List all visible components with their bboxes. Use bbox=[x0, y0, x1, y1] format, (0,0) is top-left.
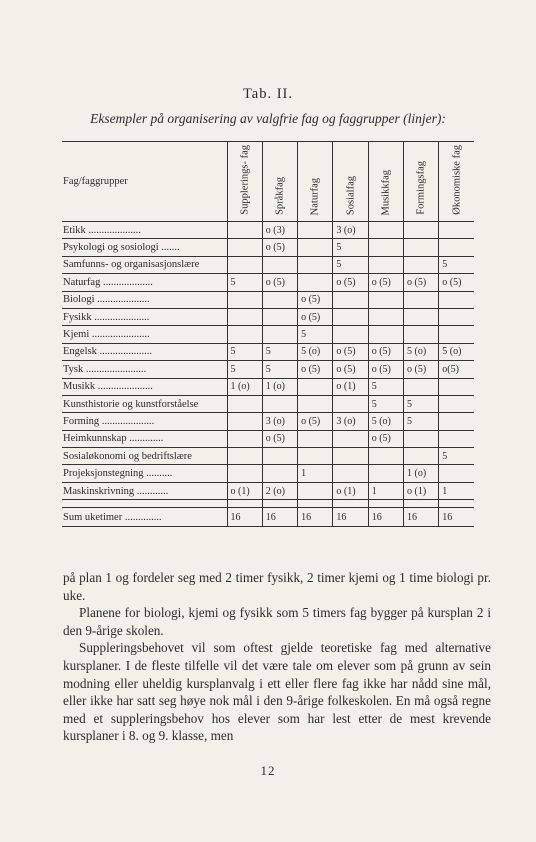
column-header-label: Sosialfag bbox=[344, 175, 356, 215]
column-header bbox=[227, 142, 262, 222]
table-cell: o (5) bbox=[368, 274, 403, 291]
row-label: Etikk .................... bbox=[62, 222, 227, 239]
table-cell bbox=[333, 430, 368, 447]
row-label: Musikk ..................... bbox=[62, 378, 227, 395]
table-cell bbox=[262, 395, 297, 412]
table-row bbox=[62, 308, 474, 325]
row-label: Biologi .................... bbox=[62, 291, 227, 308]
row-label: Psykologi og sosiologi ....... bbox=[62, 239, 227, 256]
table-cell: 5 bbox=[227, 274, 262, 291]
table-cell bbox=[368, 465, 403, 482]
column-header bbox=[403, 142, 438, 222]
table-cell: o (5) bbox=[298, 291, 333, 308]
table-cell: 1 (o) bbox=[227, 378, 262, 395]
table-cell: 5 bbox=[439, 448, 474, 465]
table-cell: 16 bbox=[333, 508, 368, 527]
table-cell bbox=[439, 413, 474, 430]
table-cell bbox=[227, 256, 262, 273]
table-cell bbox=[403, 378, 438, 395]
table-cell bbox=[439, 308, 474, 325]
table-cell: 1 bbox=[298, 465, 333, 482]
body-text bbox=[63, 569, 491, 745]
table-cell: 5 bbox=[403, 413, 438, 430]
table-cell bbox=[298, 378, 333, 395]
table-cell: 5 (o) bbox=[368, 413, 403, 430]
table-cell bbox=[403, 239, 438, 256]
column-header-label: Musikkfag bbox=[380, 169, 392, 215]
spacer-cell bbox=[298, 500, 333, 508]
table-cell bbox=[262, 326, 297, 343]
paragraph: Suppleringsbehovet vil som oftest gjelde teoretiske fag med alternative kursplaner. I de fleste tilfelle vil det være tale om elever som på grunn av sein modning eller uheldig kursplanvalg i ett eller flere fag ikke har nådd sine mål, eller ikke har satt seg høye nok mål i den 9-årige folkeskolen. En må også regne med et suppleringsbehov hos elever som har lest etter de mest krevende kursplaner i 8. og 9. klasse, men bbox=[63, 640, 491, 744]
row-label: Forming .................... bbox=[62, 413, 227, 430]
table-cell: 5 bbox=[333, 256, 368, 273]
spacer-cell bbox=[368, 500, 403, 508]
table-cell bbox=[262, 448, 297, 465]
table-cell bbox=[368, 448, 403, 465]
paragraph: Planene for biologi, kjemi og fysikk som 5 timers fag bygger på kursplan 2 i den 9-årige skolen. bbox=[63, 605, 491, 638]
row-label: Sosialøkonomi og bedriftslære bbox=[62, 448, 227, 465]
table-cell: 3 (o) bbox=[333, 413, 368, 430]
column-header-subject: Fag/faggrupper bbox=[62, 142, 227, 222]
table-cell: 5 (o) bbox=[439, 343, 474, 360]
table-row bbox=[62, 482, 474, 499]
table-cell bbox=[368, 308, 403, 325]
row-label: Sum uketimer .............. bbox=[62, 508, 227, 527]
row-label: Naturfag ................... bbox=[62, 274, 227, 291]
table-cell bbox=[227, 465, 262, 482]
table-cell: o (5) bbox=[368, 361, 403, 378]
table-cell: o (1) bbox=[227, 482, 262, 499]
table-cell bbox=[333, 465, 368, 482]
table-cell: 1 bbox=[439, 482, 474, 499]
table-cell bbox=[227, 430, 262, 447]
table-cell: 16 bbox=[439, 508, 474, 527]
table-cell: 5 bbox=[368, 395, 403, 412]
table-row bbox=[62, 256, 474, 273]
table-row bbox=[62, 326, 474, 343]
table-caption: Eksempler på organisering av valgfrie fag og faggrupper (linjer): bbox=[90, 111, 446, 126]
row-label: Heimkunnskap ............. bbox=[62, 430, 227, 447]
table-cell: o(5) bbox=[439, 361, 474, 378]
table-cell: 3 (o) bbox=[333, 222, 368, 239]
table-number: Tab. II. bbox=[242, 86, 294, 102]
valgfrie-fag-table bbox=[62, 141, 474, 527]
table-cell bbox=[439, 430, 474, 447]
table-cell: o (1) bbox=[333, 482, 368, 499]
table-cell: 5 (o) bbox=[403, 343, 438, 360]
table-cell bbox=[262, 465, 297, 482]
table-cell bbox=[298, 222, 333, 239]
table-cell: 5 bbox=[333, 239, 368, 256]
table-cell: o (5) bbox=[368, 430, 403, 447]
table-cell bbox=[298, 448, 333, 465]
table-row bbox=[62, 448, 474, 465]
table-cell bbox=[403, 222, 438, 239]
table-cell bbox=[403, 256, 438, 273]
table-cell: o (5) bbox=[262, 430, 297, 447]
page-number: 12 bbox=[260, 763, 276, 778]
table-cell: o (5) bbox=[298, 413, 333, 430]
table-row bbox=[62, 430, 474, 447]
spacer-cell bbox=[333, 500, 368, 508]
table-cell bbox=[333, 291, 368, 308]
column-header bbox=[298, 142, 333, 222]
table-cell: o (5) bbox=[333, 274, 368, 291]
table-cell bbox=[227, 395, 262, 412]
table-cell bbox=[403, 291, 438, 308]
table-cell bbox=[227, 326, 262, 343]
table-cell bbox=[333, 326, 368, 343]
table-cell bbox=[298, 482, 333, 499]
table-row bbox=[62, 465, 474, 482]
table-cell bbox=[298, 430, 333, 447]
table-cell bbox=[368, 222, 403, 239]
row-label: Tysk ....................... bbox=[62, 361, 227, 378]
table-row bbox=[62, 413, 474, 430]
row-label: Kjemi ...................... bbox=[62, 326, 227, 343]
row-label: Fysikk ..................... bbox=[62, 308, 227, 325]
row-label: Projeksjonstegning .......... bbox=[62, 465, 227, 482]
table-cell bbox=[262, 291, 297, 308]
table-cell: 5 bbox=[227, 343, 262, 360]
table-cell bbox=[439, 465, 474, 482]
table-cell bbox=[439, 326, 474, 343]
table-cell bbox=[368, 326, 403, 343]
table-cell bbox=[227, 308, 262, 325]
table-cell bbox=[439, 239, 474, 256]
table-cell bbox=[227, 291, 262, 308]
table-cell bbox=[298, 274, 333, 291]
table-cell: o (5) bbox=[403, 361, 438, 378]
table-cell: o (5) bbox=[298, 361, 333, 378]
table-cell bbox=[403, 448, 438, 465]
table-cell bbox=[262, 308, 297, 325]
spacer-cell bbox=[262, 500, 297, 508]
table-row bbox=[62, 361, 474, 378]
table-cell: o (5) bbox=[262, 274, 297, 291]
column-header bbox=[262, 142, 297, 222]
table-cell bbox=[227, 413, 262, 430]
table-cell bbox=[368, 239, 403, 256]
table-cell: 5 (o) bbox=[298, 343, 333, 360]
table-cell: o (3) bbox=[262, 222, 297, 239]
table-cell bbox=[403, 308, 438, 325]
table-cell: 16 bbox=[368, 508, 403, 527]
table-cell: 3 (o) bbox=[262, 413, 297, 430]
table-cell bbox=[403, 430, 438, 447]
row-label: Maskinskrivning ............ bbox=[62, 482, 227, 499]
column-header-label: Supplerings- fag bbox=[238, 145, 250, 215]
table-cell bbox=[368, 256, 403, 273]
table-cell: 5 bbox=[262, 361, 297, 378]
table-header-row bbox=[62, 142, 474, 222]
table-row bbox=[62, 222, 474, 239]
spacer-cell bbox=[62, 500, 227, 508]
table-cell: o (5) bbox=[333, 361, 368, 378]
table-cell: 5 bbox=[227, 361, 262, 378]
row-label: Samfunns- og organisasjonslære bbox=[62, 256, 227, 273]
table-cell: o (1) bbox=[403, 482, 438, 499]
table-cell: 16 bbox=[403, 508, 438, 527]
table-cell: 1 bbox=[368, 482, 403, 499]
table-cell bbox=[298, 239, 333, 256]
spacer-cell bbox=[227, 500, 262, 508]
table-cell bbox=[227, 222, 262, 239]
table-cell: 5 bbox=[403, 395, 438, 412]
spacer-row bbox=[62, 500, 474, 508]
table-cell: 16 bbox=[298, 508, 333, 527]
table-cell: 5 bbox=[368, 378, 403, 395]
table-cell bbox=[403, 326, 438, 343]
table-cell: o (5) bbox=[333, 343, 368, 360]
sum-row bbox=[62, 508, 474, 527]
table-cell: o (5) bbox=[403, 274, 438, 291]
column-header bbox=[439, 142, 474, 222]
column-header-label: Økonomiske fag bbox=[450, 145, 462, 215]
table-cell: 16 bbox=[262, 508, 297, 527]
table-cell bbox=[333, 448, 368, 465]
table-row bbox=[62, 378, 474, 395]
table-cell: o (5) bbox=[262, 239, 297, 256]
table-cell bbox=[333, 395, 368, 412]
table-cell bbox=[298, 256, 333, 273]
table-cell: 1 (o) bbox=[262, 378, 297, 395]
table-cell: 5 bbox=[298, 326, 333, 343]
table-cell: 1 (o) bbox=[403, 465, 438, 482]
table-cell bbox=[227, 448, 262, 465]
table-cell bbox=[439, 378, 474, 395]
table-row bbox=[62, 291, 474, 308]
table-cell: 5 bbox=[439, 256, 474, 273]
table-cell: o (5) bbox=[368, 343, 403, 360]
table-row bbox=[62, 343, 474, 360]
table-cell: 5 bbox=[262, 343, 297, 360]
table-cell bbox=[262, 256, 297, 273]
column-header bbox=[368, 142, 403, 222]
spacer-cell bbox=[439, 500, 474, 508]
table-cell: 2 (o) bbox=[262, 482, 297, 499]
table-cell bbox=[439, 291, 474, 308]
table-cell bbox=[439, 395, 474, 412]
table-row bbox=[62, 274, 474, 291]
table-cell: o (1) bbox=[333, 378, 368, 395]
column-header bbox=[333, 142, 368, 222]
table-cell: 16 bbox=[227, 508, 262, 527]
table-row bbox=[62, 395, 474, 412]
row-label: Engelsk .................... bbox=[62, 343, 227, 360]
column-header-label: Språkfag bbox=[274, 177, 286, 215]
table-cell bbox=[333, 308, 368, 325]
table-cell bbox=[227, 239, 262, 256]
column-header-label: Formingsfag bbox=[415, 161, 427, 215]
column-header-label: Naturfag bbox=[309, 177, 321, 215]
table-cell bbox=[298, 395, 333, 412]
table-cell bbox=[439, 222, 474, 239]
table-cell: o (5) bbox=[439, 274, 474, 291]
table-cell: o (5) bbox=[298, 308, 333, 325]
paragraph: på plan 1 og fordeler seg med 2 timer fysikk, 2 timer kjemi og 1 time biologi pr. uke. bbox=[63, 570, 491, 603]
row-label: Kunsthistorie og kunstforståelse bbox=[62, 395, 227, 412]
table-row bbox=[62, 239, 474, 256]
table-cell bbox=[368, 291, 403, 308]
spacer-cell bbox=[403, 500, 438, 508]
